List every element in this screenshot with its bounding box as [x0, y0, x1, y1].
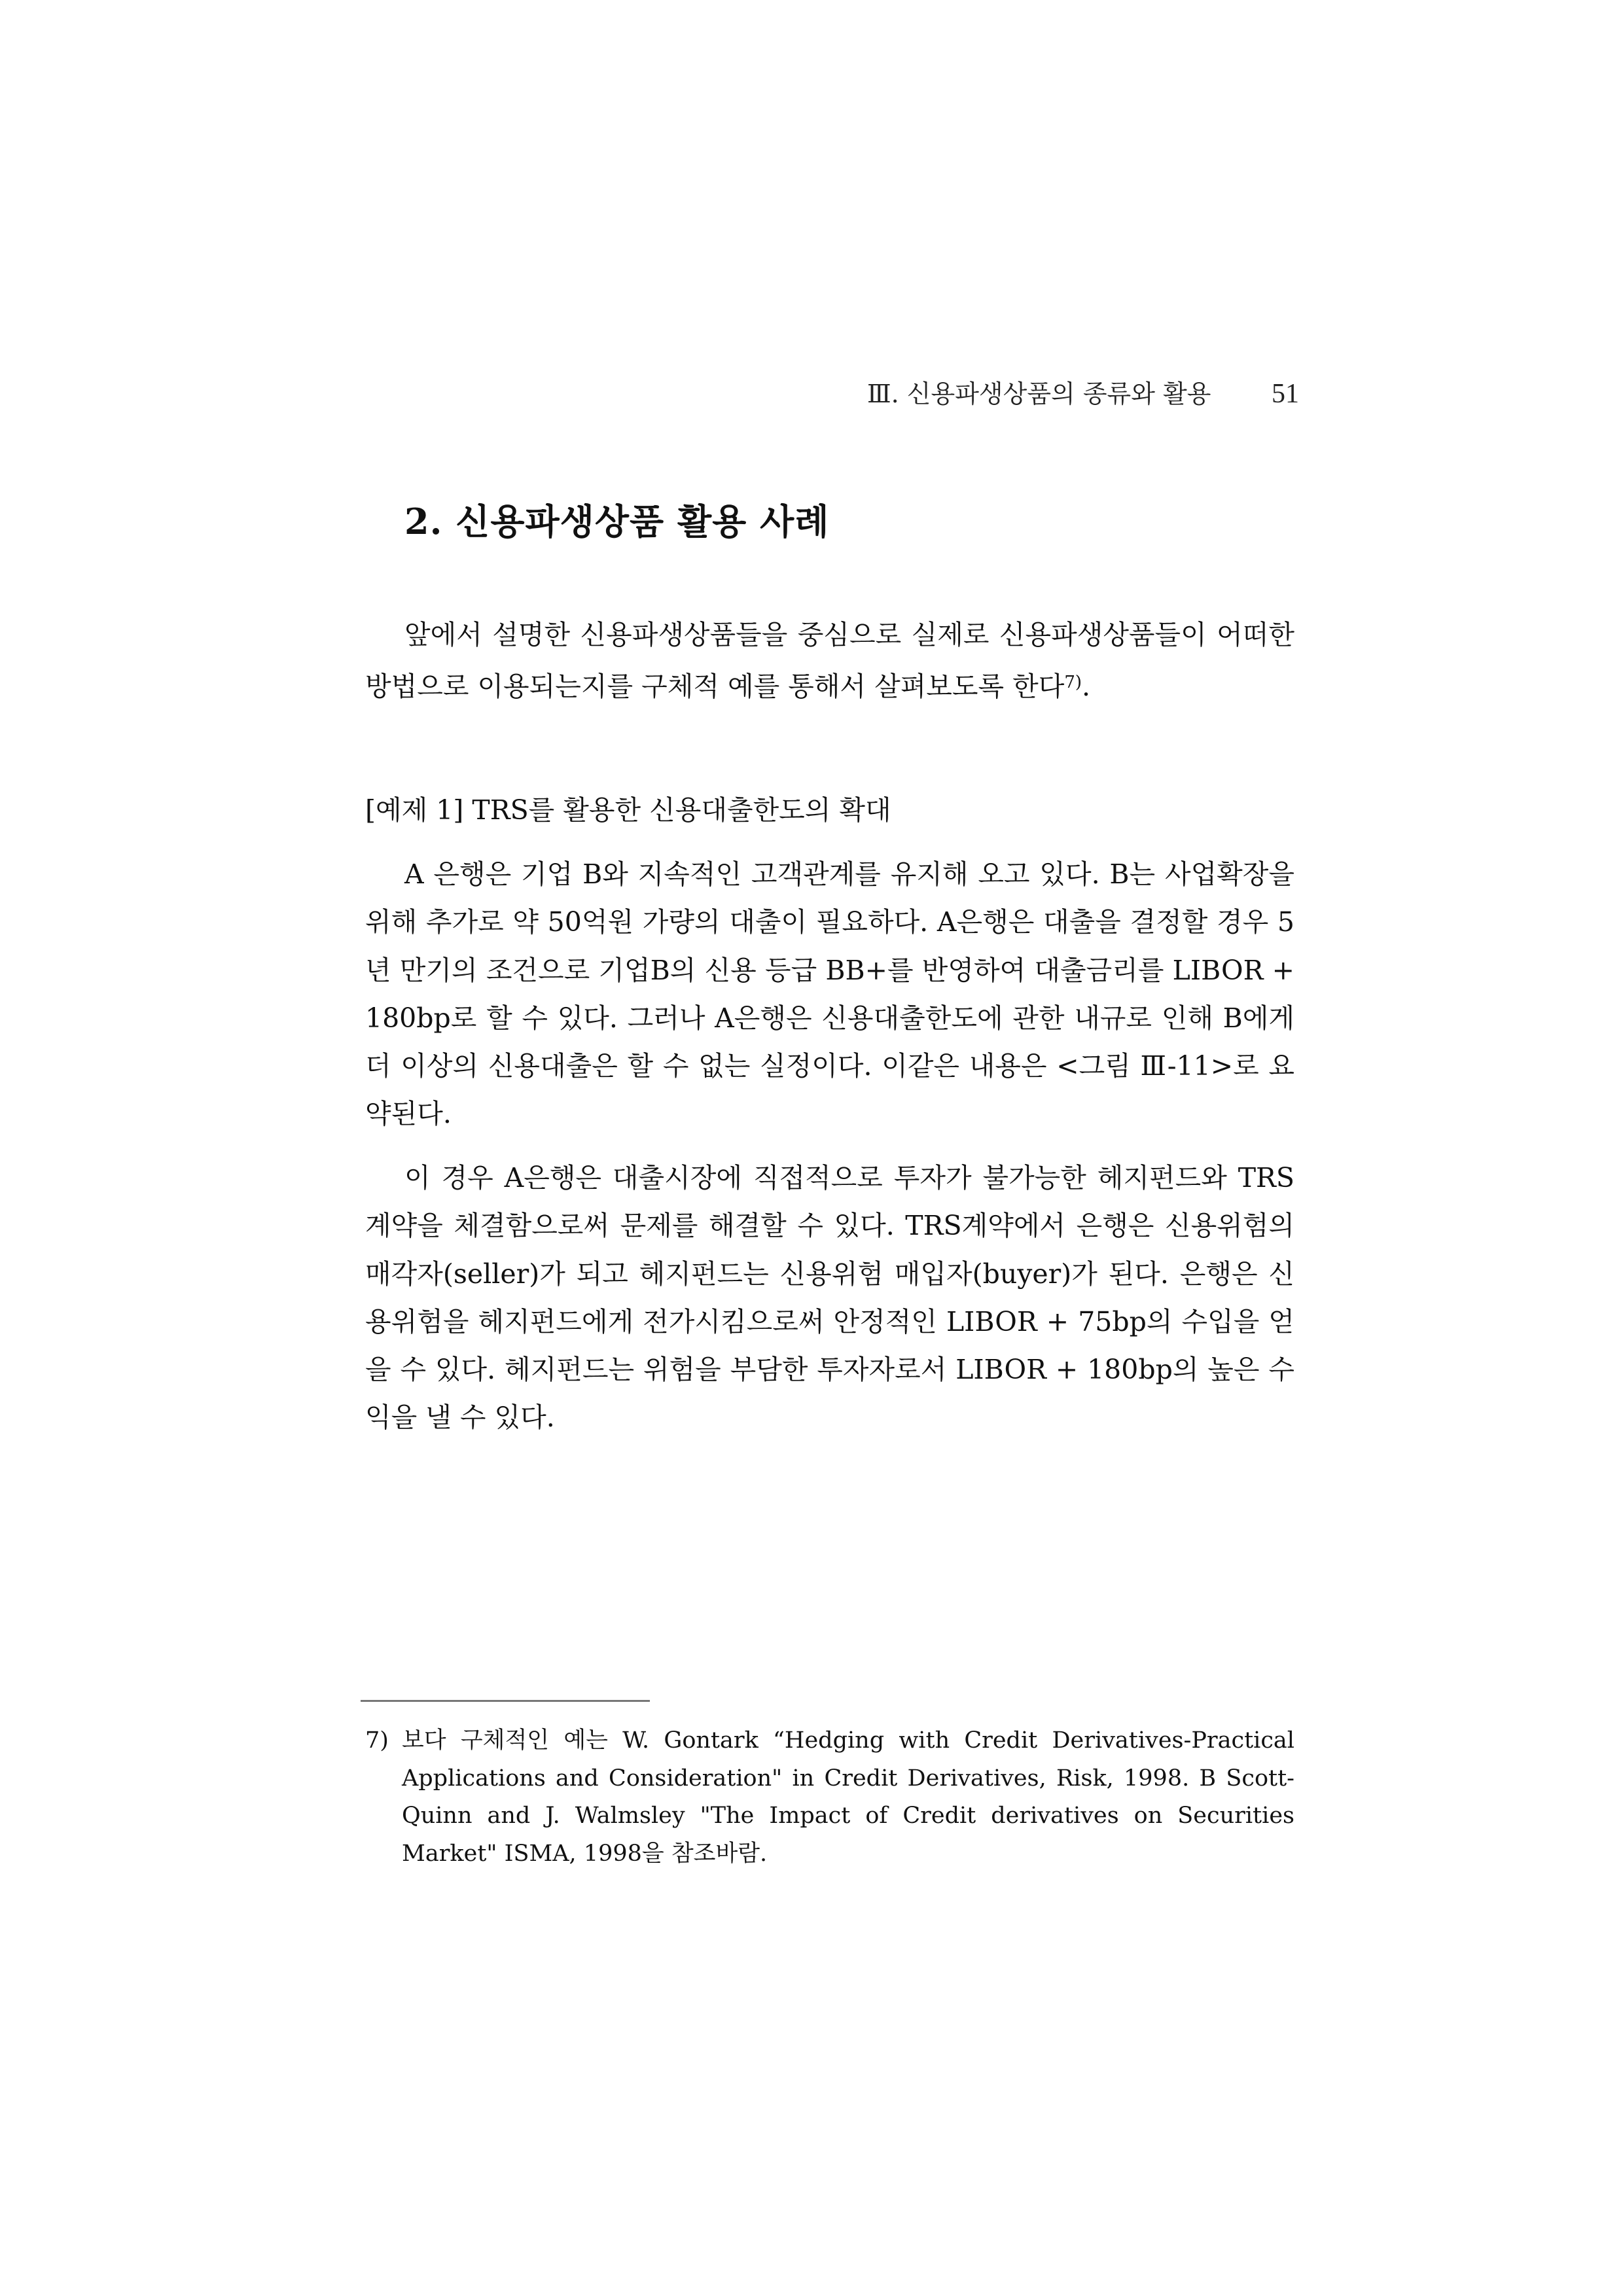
intro-paragraph — [365, 611, 1294, 711]
intro-text: 앞에서 설명한 신용파생상품들을 중심으로 실제로 신용파생상품들이 어떠한 방법으로 이용되는지를 구체적 예를 통해서 살펴보도록 한다 — [365, 619, 1294, 703]
example-heading-text: [예제 1] TRS를 활용한 신용대출한도의 확대 — [365, 794, 891, 826]
intro-end: . — [1082, 671, 1091, 703]
footnote-7 — [365, 1722, 1294, 1873]
paragraph-text: A 은행은 기업 B와 지속적인 고객관계를 유지해 오고 있다. B는 사업확장을 위해 추가로 약 50억원 가량의 대출이 필요하다. A은행은 대출을 결정할 경우 5년 만기의 조건으로 기업B의 신용 등급 BB+를 반영하여 대출금리를 LIBOR + 180bp로 할 수 있다. 그러나 A은행은 신용대출한도에 관한 내규로 인해 B에게 더 이상의 신용대출은 할 수 없는 실정이다. 이같은 내용은 <그림 Ⅲ-11>로 요약된다. — [365, 858, 1294, 1130]
section-title: 2. 신용파생상품 활용 사례 — [404, 501, 830, 542]
paragraph-text: 이 경우 A은행은 대출시장에 직접적으로 투자가 불가능한 헤지펀드와 TRS계약을 체결함으로써 문제를 해결할 수 있다. TRS계약에서 은행은 신용위험의 매각자(seller)가 되고 헤지펀드는 신용위험 매입자(buyer)가 된다. 은행은 신용위험을 헤지펀드에게 전가시킴으로써 안정적인 LIBOR + 75bp의 수입을 얻을 수 있다. 헤지펀드는 위험을 부담한 투자자로서 LIBOR + 180bp의 높은 수익을 낼 수 있다. — [365, 1162, 1294, 1434]
chapter-title: Ⅲ. 신용파생상품의 종류와 활용 — [867, 380, 1211, 408]
footnote-reference[interactable]: 7) — [1064, 673, 1082, 693]
footnote-mark: 7) — [365, 1727, 389, 1754]
page-number: 51 — [1272, 379, 1299, 409]
example-paragraph-1 — [365, 851, 1294, 1139]
footnote-divider — [361, 1700, 650, 1702]
footnotes — [365, 1722, 1294, 1873]
running-header — [867, 376, 1299, 412]
example-paragraph-2 — [365, 1154, 1294, 1442]
example-heading — [365, 786, 1294, 834]
footnote-text: 보다 구체적인 예는 W. Gontark “Hedging with Credit Derivatives-Practical Applications and Consideration" in Credit Derivatives, Risk, 1998. B Scott-Quinn and J. Walmsley "The Impact of Credit derivatives on Securities Market" ISMA, 1998을 참조바람. — [402, 1727, 1294, 1867]
